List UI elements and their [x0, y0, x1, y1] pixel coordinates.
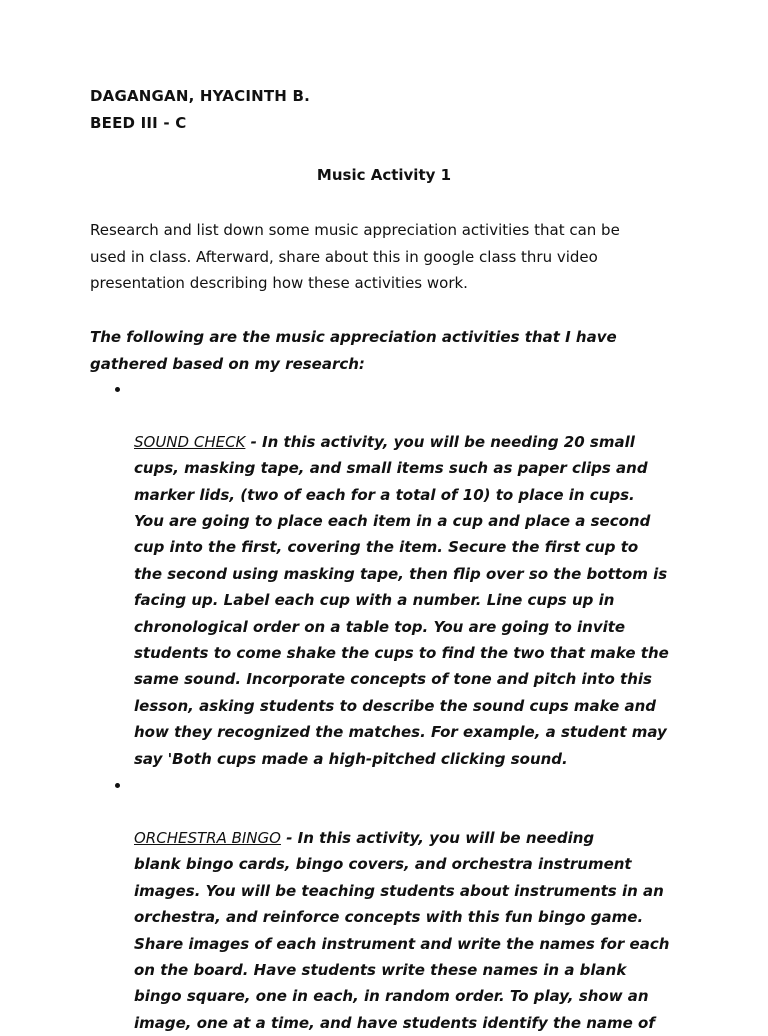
activity-item	[0, 772, 694, 1036]
activity-name: ORCHESTRA BINGO	[134, 828, 281, 847]
activity-description: - In this activity, you will be needing 20 small cups, masking tape, and small items such as paper clips and marker lids, (two of each for a total of 10) to place in cups. You are going to place each item in a cup and place a second cup into the first, covering the item. Secure the first cup to the second using masking tape, then flip over so the bottom is facing up. Label each cup with a number. Line cups up in chronological order on a table top. You are going to invite students to come shake the cups to find the two that make the same sound. Incorporate concepts of tone and pitch into this lesson, asking students to describe the sound cups make and how they recognized the matches. For example, a student may say 'Both cups made a high-pitched clicking sound.	[134, 432, 669, 768]
activity-description: - In this activity, you will be needing blank bingo cards, bingo covers, and orchestra instrument images. You will be teaching students about instruments in an orchestra, and reinforce concepts with this fun bingo game. Share images of each instrument and write the names for each on the board. Have students write these names in a blank bingo square, one in each, in random order. To play, show an image, one at a time, and have students identify the name of	[134, 828, 670, 1032]
activity-name: SOUND CHECK	[134, 432, 246, 451]
activity-list	[0, 376, 768, 1036]
document-title: Music Activity 1	[316, 166, 452, 184]
instructions-paragraph: Research and list down some music appreciation activities that can be used in class. Afterward, share about this in google class thru video presentation describing how these activities work.	[90, 221, 620, 292]
bullet-icon	[115, 783, 120, 788]
lead-paragraph: The following are the music appreciation activities that I have gathered based on my research:	[90, 328, 617, 373]
bullet-icon	[115, 387, 120, 392]
student-section: BEED III - C	[90, 114, 187, 132]
student-name: DAGANGAN, HYACINTH B.	[90, 87, 311, 105]
activity-item	[0, 376, 694, 772]
